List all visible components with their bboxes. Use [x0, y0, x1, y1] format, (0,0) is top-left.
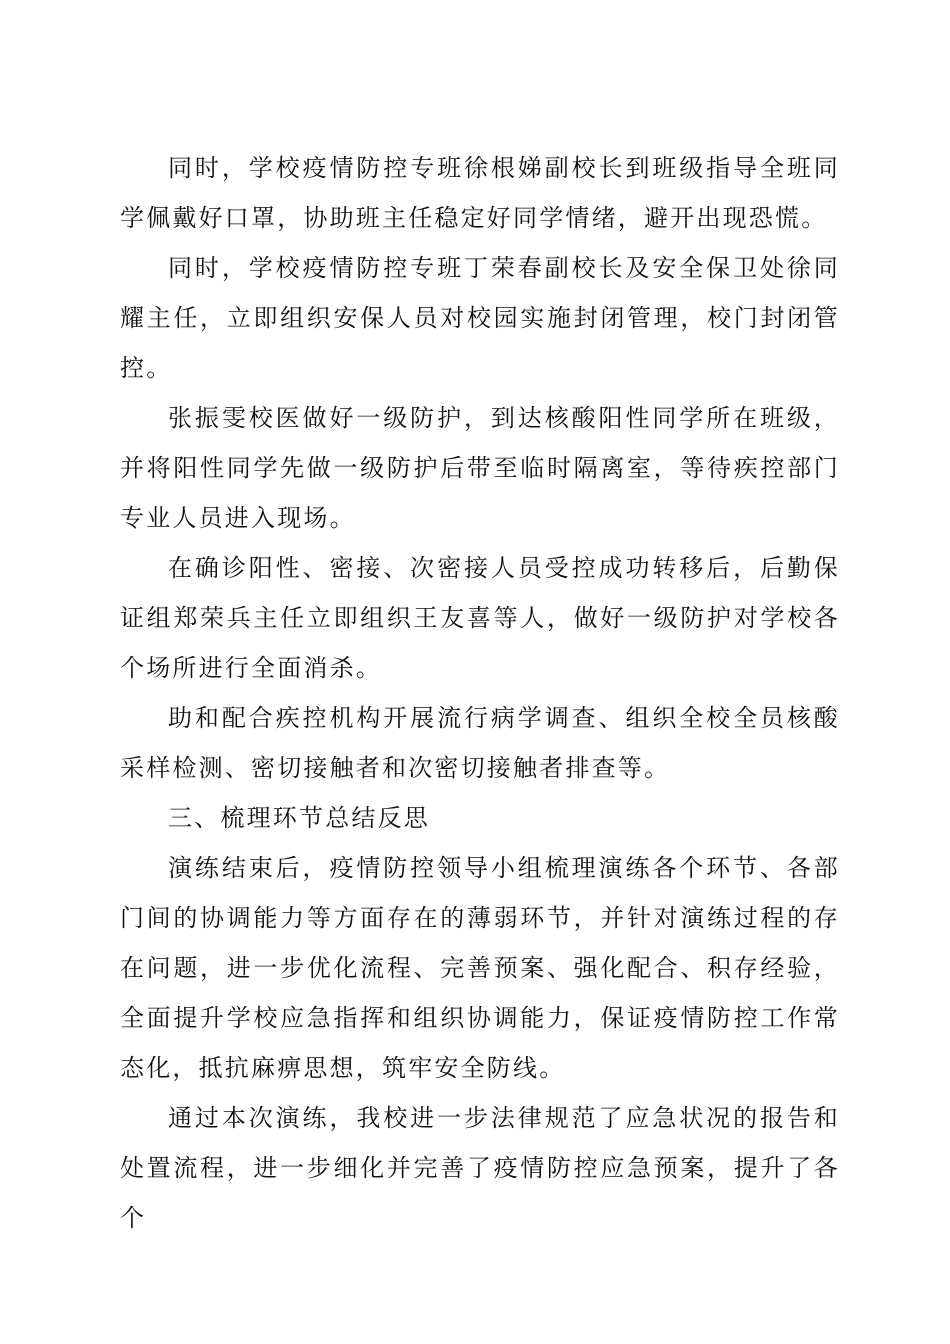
paragraph-drill-summary: 演练结束后，疫情防控领导小组梳理演练各个环节、各部门间的协调能力等方面存在的薄弱环节，并针对演练过程的存在问题，进一步优化流程、完善预案、强化配合、积存经验，全面提升学校应急指挥和组织协调能力，保证疫情防控工作常态化，抵抗麻痹思想，筑牢安全防线。	[120, 854, 840, 1082]
paragraph-vice-principal-xu: 同时，学校疫情防控专班徐根娣副校长到班级指导全班同学佩戴好口罩，协助班主任稳定好同学情绪，避开出现恐慌。	[120, 154, 840, 232]
section-heading-review: 三、梳理环节总结反思	[168, 804, 430, 832]
paragraph-disinfection: 在确诊阳性、密接、次密接人员受控成功转移后，后勤保证组郑荣兵主任立即组织王友喜等人，做好一级防护对学校各个场所进行全面消杀。	[120, 554, 840, 682]
paragraph-cdc-cooperation: 助和配合疾控机构开展流行病学调查、组织全校全员核酸采样检测、密切接触者和次密切接触者排查等。	[120, 704, 840, 782]
paragraph-drill-results: 通过本次演练，我校进一步法律规范了应急状况的报告和处置流程，进一步细化并完善了疫情防控应急预案，提升了各个	[120, 1104, 840, 1232]
paragraph-campus-closure: 同时，学校疫情防控专班丁荣春副校长及安全保卫处徐同耀主任，立即组织安保人员对校园实施封闭管理，校门封闭管控。	[120, 254, 840, 382]
paragraph-school-doctor: 张振雯校医做好一级防护，到达核酸阳性同学所在班级，并将阳性同学先做一级防护后带至临时隔离室，等待疾控部门专业人员进入现场。	[120, 404, 840, 532]
